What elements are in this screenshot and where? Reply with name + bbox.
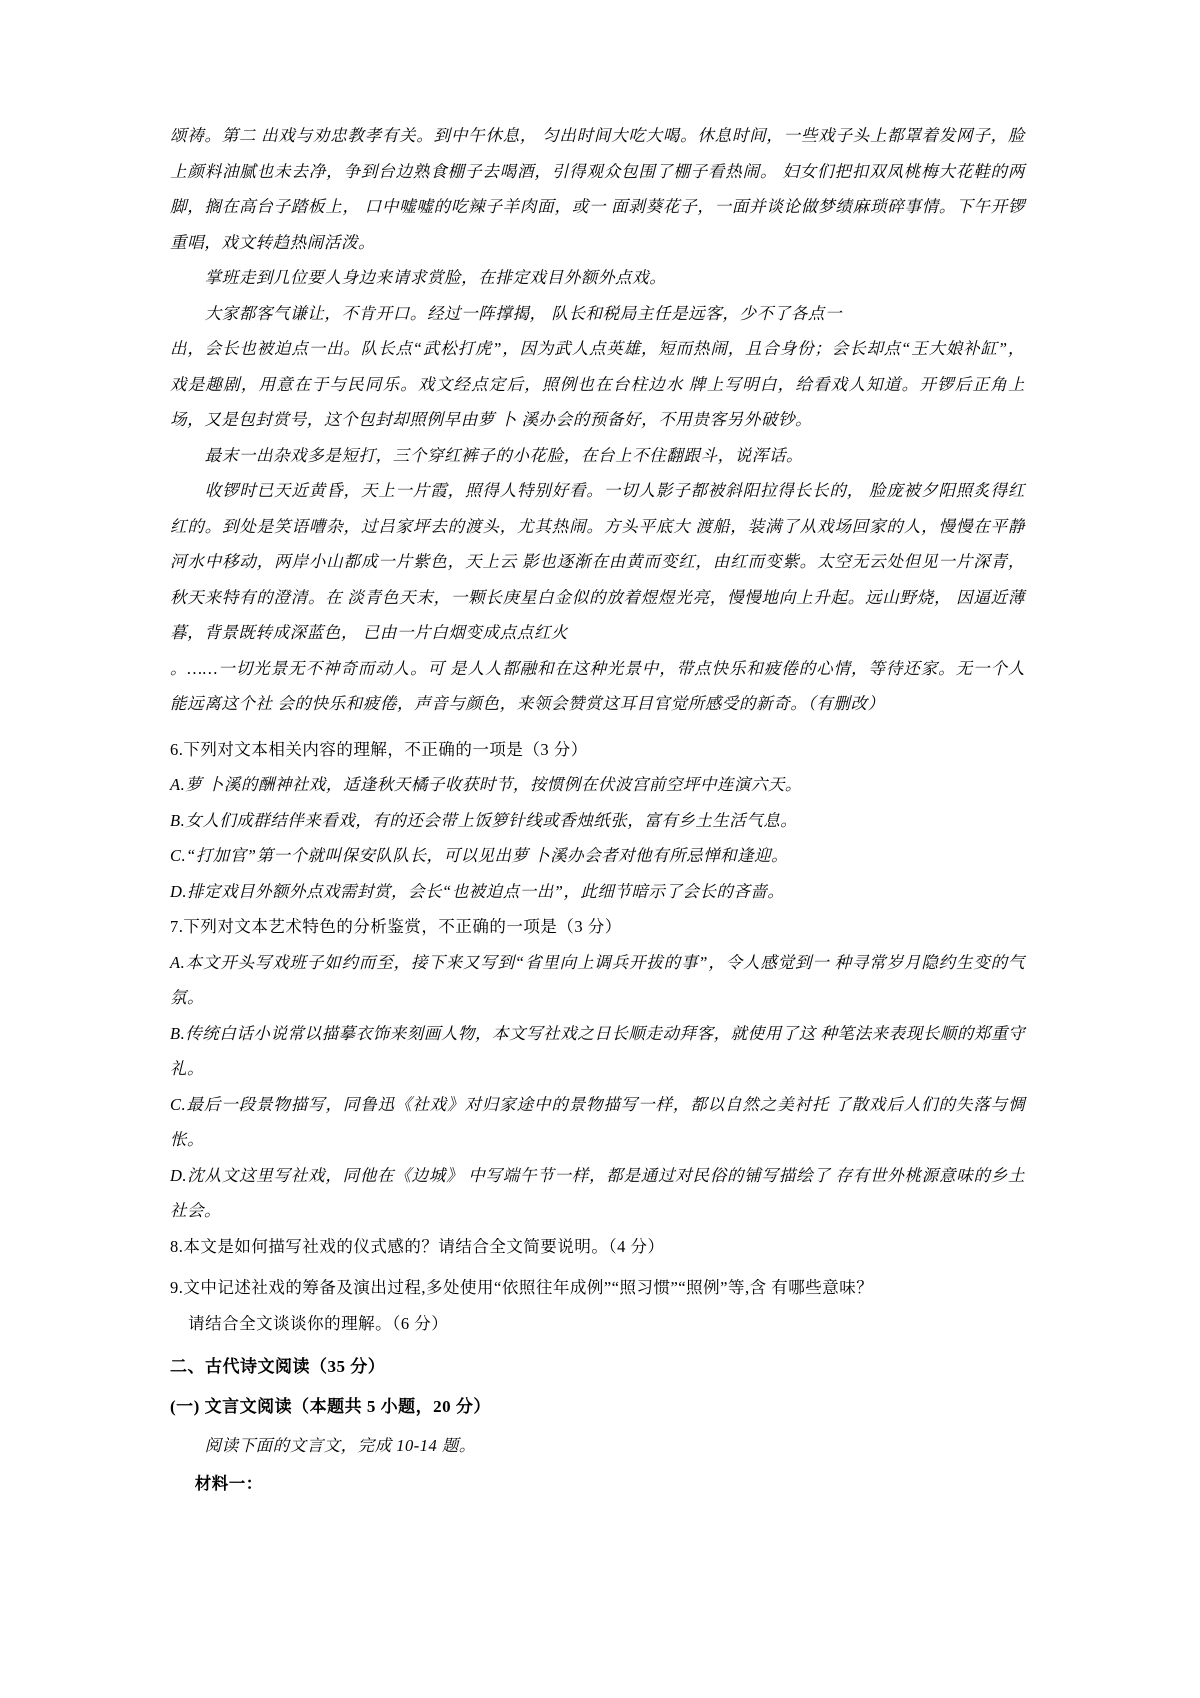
material-one-label: 材料一： — [194, 1474, 263, 1493]
question-option: A.萝 卜溪的酬神社戏，适逢秋天橘子收获时节，按惯例在伏波宫前空坪中连演六天。 — [170, 775, 802, 794]
reading-passage — [170, 118, 1025, 722]
passage-paragraph: 最末一出杂戏多是短打，三个穿红裤子的小花脸，在台上不住翻跟斗，说浑话。 — [204, 445, 804, 465]
question-option: C.“打加官”第一个就叫保安队队长，可以见出萝 卜溪办会者对他有所忌惮和逢迎。 — [170, 846, 789, 865]
passage-paragraph: 。……一切光景无不神奇而动人。可 是人人都融和在这种光景中，带点快乐和疲倦的心情，等待还家。无一个人能远离这个社 会的快乐和疲倦，声音与颜色，来领会赞赏这耳目官觉所感受的新奇。（有删改） — [170, 658, 1025, 713]
passage-paragraph: 掌班走到几位要人身边来请求赏脸，在排定戏目外额外点戏。 — [204, 268, 667, 287]
question-option: A.本文开头写戏班子如约而至，接下来又写到“省里向上调兵开拔的事”，令人感觉到一 种寻常岁月隐约生变的气氛。 — [170, 952, 1025, 1007]
question-7 — [170, 909, 1025, 1229]
question-8 — [170, 1229, 1025, 1265]
question-option: D.排定戏目外额外点戏需封赏，会长“也被迫点一出”，此细节暗示了会长的吝啬。 — [170, 881, 785, 901]
passage-paragraph: 出，会长也被迫点一出。队长点“武松打虎”，因为武人点英雄，短而热闹，且合身份；会长却点“王大娘补缸”，戏是趣剧，用意在于与民同乐。戏文经点定后，照例也在台柱边水 牌上写明白，给看戏人知道。开锣后正角上场，又是包封赏号，这个包封却照例早由萝 卜 溪办会的预备好，不用贵客另外破钞。 — [170, 339, 1025, 429]
passage-paragraph: 收锣时已天近黄昏，天上一片霞，照得人特别好看。一切人影子都被斜阳拉得长长的， 脸庞被夕阳照炙得红红的。到处是笑语嘈杂，过吕家坪去的渡头，尤其热闹。方头平底大 渡船，装满了从戏场回家的人，慢慢在平静河水中移动，两岸小山都成一片紫色，天上云 影也逐渐在由黄而变红，由红而变紫。太空无云处但见一片深青，秋天来特有的澄清。在 淡青色天末，一颗长庚星白金似的放着煜煜光亮，慢慢地向上升起。远山野烧， 因逼近薄 暮，背景既转成深蓝色， 已由一片白烟变成点点红火 — [170, 481, 1025, 642]
question-stem: 8.本文是如何描写社戏的仪式感的？请结合全文简要说明。（4 分） — [170, 1236, 665, 1256]
question-9 — [170, 1270, 1025, 1341]
question-6 — [170, 732, 1025, 910]
section-title-two: 二、古代诗文阅读（35 分） — [170, 1357, 386, 1376]
passage-paragraph: 大家都客气谦让，不肯开口。经过一阵撑揭， 队长和税局主任是远客，少不了各点一 — [204, 303, 843, 323]
question-option: D.沈从文这里写社戏，同他在《边城》 中写端午节一样，都是通过对民俗的铺写描绘了 存有世外桃源意味的乡土社会。 — [170, 1165, 1025, 1220]
question-option: B.传统白话小说常以描摹衣饰来刻画人物，本文写社戏之日长顺走动拜客，就使用了这 种笔法来表现长顺的郑重守礼。 — [170, 1023, 1025, 1078]
question-option: B.女人们成群结伴来看戏，有的还会带上饭箩针线或香烛纸张，富有乡土生活气息。 — [170, 810, 798, 830]
question-option: C.最后一段景物描写，同鲁迅《社戏》对归家途中的景物描写一样，都以自然之美衬托 了散戏后人们的失落与惆怅。 — [170, 1094, 1025, 1149]
part-one-title: (一) 文言文阅读（本题共 5 小题，20 分） — [170, 1397, 491, 1416]
question-stem-continuation: 请结合全文谈谈你的理解。（6 分） — [188, 1313, 449, 1333]
question-stem: 6.下列对文本相关内容的理解，不正确的一项是（3 分） — [170, 739, 588, 759]
question-stem: 9.文中记述社戏的筹备及演出过程,多处使用“依照往年成例”“照习惯”“照例”等,含 有哪些意味？ — [170, 1278, 874, 1297]
reading-instruction: 阅读下面的文言文，完成 10-14 题。 — [204, 1436, 476, 1455]
passage-paragraph: 颂祷。第二 出戏与劝忠教孝有关。到中午休息， 匀出时间大吃大喝。休息时间，一些戏子头上都罩着发网子，脸上颜料油腻也未去净，争到台边熟食棚子去喝酒，引得观众包围了棚子看热闹。 妇女们把扣双凤桃梅大花鞋的两脚，搁在高台子踏板上， 口中嘘嘘的吃辣子羊肉面，或一 面剥葵花子，一面并谈论做梦绩麻琐碎事情。下午开锣重唱，戏文转趋热闹活泼。 — [170, 126, 1025, 252]
question-stem: 7.下列对文本艺术特色的分析鉴赏，不正确的一项是（3 分） — [170, 917, 622, 936]
